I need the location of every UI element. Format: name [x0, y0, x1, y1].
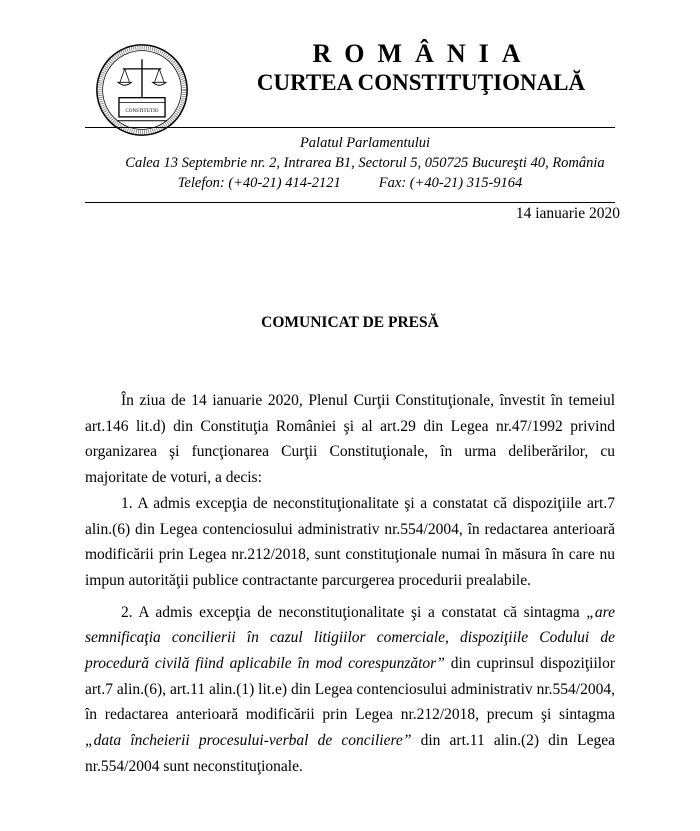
- phone-number: Telefon: (+40-21) 414-2121: [177, 175, 341, 191]
- decision-paragraph-2: [85, 600, 615, 780]
- court-heading: CURTEA CONSTITUŢIONALĂ: [256, 70, 586, 95]
- p2-text-a: 2. A admis excepţia de neconstituţionalitate şi a constatat că sintagma: [121, 603, 587, 621]
- header-rule-bottom: [85, 202, 615, 203]
- document-title: COMUNICAT DE PRESĂ: [261, 314, 439, 331]
- intro-paragraph: În ziua de 14 ianuarie 2020, Plenul Curţii Constituţionale, învestit în temeiul art.146 lit.d) din Constituţia României şi al art.29 din Legea nr.47/1992 privind organizarea şi funcţionarea Curţii Constituţionale, în urma deliberărilor, cu majoritate de voturi, a decis:: [85, 392, 615, 487]
- p2-quote-2: „data încheierii procesului-verbal de conciliere”: [85, 732, 412, 750]
- constitutional-court-seal: [94, 42, 190, 138]
- country-heading: ROMÂNIA: [312, 39, 534, 68]
- document-date: 14 ianuarie 2020: [515, 205, 620, 222]
- header-rule-top: [85, 127, 615, 128]
- document-body: [85, 388, 615, 780]
- contact-line: [0, 173, 700, 194]
- p2-text-e: din art.11 alin.(2) din Legea nr.554/2004 sunt neconstituţionale.: [85, 732, 615, 775]
- fax-number: Fax: (+40-21) 315-9164: [378, 175, 523, 191]
- address-line-1: Palatul Parlamentului: [299, 135, 431, 151]
- p2-quote-1: „are semnificaţia concilierii în cazul litigiilor comerciale, dispoziţiile Codului de procedură civilă fiind aplicabile în mod corespunzător”: [85, 603, 615, 673]
- decision-paragraph-1: 1. A admis excepţia de neconstituţionalitate şi a constatat că dispoziţiile art.7 alin.(6) din Legea contenciosului administrativ nr.554/2004, în redactarea anterioară modificării prin Legea nr.212/2018, sunt constituţionale numai în măsura în care nu impun autorităţii publice contractante parcurgerea procedurii prealabile.: [85, 494, 615, 589]
- address-line-2: Calea 13 Septembrie nr. 2, Intrarea B1, Sectorul 5, 050725 Bucureşti 40, România: [125, 155, 605, 171]
- seal-label: CONSTITUTIO: [125, 109, 159, 115]
- p2-text-c: din cuprinsul dispoziţiilor art.7 alin.(6), art.11 alin.(1) lit.e) din Legea contenciosului administrativ nr.554/2004, în redactarea anterioară modificării prin Legea nr.212/2018, precum şi sintagma: [85, 655, 616, 724]
